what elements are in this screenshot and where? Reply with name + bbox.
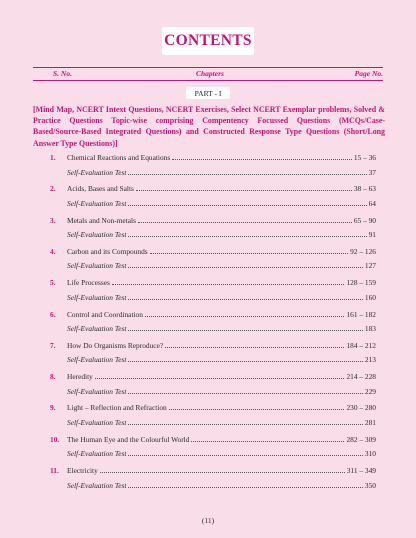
toc-self-eval-row	[50, 354, 376, 366]
chapter-pages: 92 – 126	[350, 246, 376, 256]
toc-self-eval-row	[50, 292, 376, 304]
leader-dots	[128, 229, 366, 237]
toc-chapter-row	[50, 246, 376, 258]
self-eval-page: 310	[364, 449, 376, 459]
leader-dots	[128, 292, 362, 300]
self-eval-label: Self-Evaluation Test	[67, 324, 127, 333]
leader-dots	[112, 277, 345, 285]
header-bottom-rule	[33, 80, 383, 81]
self-eval-label: Self-Evaluation Test	[67, 480, 127, 490]
chapter-number: 3.	[50, 215, 56, 225]
chapter-number: 4.	[50, 246, 56, 256]
chapter-title: Carbon and its Compounds	[67, 246, 148, 256]
chapter-title: The Human Eye and the Colourful World	[67, 434, 190, 444]
leader-dots	[128, 167, 366, 175]
chapter-title: How Do Organisms Reproduce?	[67, 340, 164, 350]
chapter-pages: 311 – 349	[346, 466, 376, 475]
self-eval-page: 350	[364, 480, 376, 490]
leader-dots	[128, 448, 362, 456]
toc-self-eval-row	[50, 323, 376, 335]
toc-self-eval-row	[50, 417, 376, 429]
self-eval-label: Self-Evaluation Test	[67, 355, 127, 365]
self-eval-page: 37	[368, 167, 376, 177]
self-eval-label: Self-Evaluation Test	[67, 198, 127, 208]
self-eval-label: Self-Evaluation Test	[67, 417, 127, 427]
chapter-title: Chemical Reactions and Equations	[67, 153, 171, 162]
toc-chapter-row	[50, 183, 376, 195]
chapter-number: 5.	[50, 278, 56, 288]
leader-dots	[165, 340, 344, 348]
toc-self-eval-row	[50, 480, 376, 492]
toc-chapter-row	[50, 340, 376, 352]
part-label: PART - I	[186, 87, 230, 99]
toc-self-eval-row	[50, 229, 376, 241]
chapter-title: Electricity	[67, 466, 98, 475]
chapter-pages: 214 – 228	[346, 372, 376, 382]
self-eval-page: 281	[364, 417, 376, 427]
chapter-pages: 282 – 309	[346, 434, 376, 444]
leader-dots	[169, 402, 345, 410]
leader-dots	[172, 152, 352, 160]
chapter-title: Acids, Bases and Salts	[67, 184, 134, 194]
self-eval-label: Self-Evaluation Test	[67, 386, 127, 396]
toc-chapter-row	[50, 215, 376, 227]
toc-self-eval-row	[50, 448, 376, 460]
leader-dots	[128, 198, 366, 206]
self-eval-label: Self-Evaluation Test	[67, 449, 127, 459]
leader-dots	[128, 260, 362, 268]
chapter-title: Heredity	[67, 372, 93, 382]
toc-chapter-row	[50, 434, 376, 446]
chapter-pages: 65 – 90	[353, 215, 376, 225]
self-eval-page: 91	[368, 230, 376, 240]
header-sno: S. No.	[53, 69, 72, 78]
part-description: [Mind Map, NCERT Intext Questions, NCERT Exercises, Select NCERT Exemplar problems, Solved & Practice Questions Topic-wise comprising Compentency Focussed Questions (MCQs/Case-Based/Source-Based Integrated Questions) and Constructed Response Type Questions (Short/Long Answer Type Questions)]	[33, 105, 385, 148]
chapter-pages: 161 – 182	[346, 309, 376, 319]
self-eval-page: 160	[364, 292, 376, 302]
chapter-pages: 184 – 212	[346, 340, 376, 350]
self-eval-page: 127	[364, 261, 376, 271]
chapter-title: Metals and Non-metals	[67, 215, 136, 225]
leader-dots	[128, 354, 362, 362]
chapter-number: 6.	[50, 309, 56, 319]
header-chapters: Chapters	[196, 69, 224, 78]
self-eval-page: 213	[364, 355, 376, 365]
chapter-pages: 230 – 280	[346, 403, 376, 413]
chapter-title: Light – Reflection and Refraction	[67, 403, 167, 413]
chapter-title: Life Processes	[67, 278, 110, 288]
leader-dots	[95, 371, 345, 379]
leader-dots	[145, 309, 344, 317]
toc-chapter-row	[50, 371, 376, 383]
chapter-number: 11.	[50, 466, 59, 475]
toc-chapter-row	[50, 402, 376, 414]
self-eval-page: 229	[364, 386, 376, 396]
self-eval-page: 183	[364, 324, 376, 333]
chapter-title: Control and Coordination	[67, 309, 143, 319]
page-number: (11)	[201, 516, 215, 525]
self-eval-label: Self-Evaluation Test	[67, 261, 127, 271]
leader-dots	[128, 386, 362, 394]
chapter-pages: 128 – 159	[346, 278, 376, 288]
chapter-number: 2.	[50, 184, 56, 194]
toc-self-eval-row	[50, 386, 376, 398]
title-box	[162, 27, 254, 55]
toc-self-eval-row	[50, 167, 376, 179]
toc-self-eval-row	[50, 198, 376, 210]
leader-dots	[128, 323, 362, 331]
leader-dots	[128, 417, 362, 425]
chapter-pages: 15 – 36	[353, 153, 376, 162]
chapter-number: 10.	[50, 434, 60, 444]
header-page: Page No.	[354, 69, 383, 78]
self-eval-label: Self-Evaluation Test	[67, 167, 127, 177]
chapter-number: 9.	[50, 403, 56, 413]
leader-dots	[136, 183, 352, 191]
self-eval-label: Self-Evaluation Test	[67, 230, 127, 240]
leader-dots	[100, 465, 345, 473]
self-eval-label: Self-Evaluation Test	[67, 292, 127, 302]
leader-dots	[138, 215, 352, 223]
leader-dots	[128, 480, 362, 488]
self-eval-page: 64	[368, 198, 376, 208]
leader-dots	[191, 434, 344, 442]
toc-chapter-row	[50, 152, 376, 164]
page-title: CONTENTS	[164, 32, 252, 49]
toc-chapter-row	[50, 465, 376, 477]
table-header	[33, 67, 383, 81]
toc-self-eval-row	[50, 260, 376, 272]
leader-dots	[150, 246, 348, 254]
chapter-number: 1.	[50, 153, 56, 162]
chapter-pages: 38 – 63	[353, 184, 376, 194]
toc-chapter-row	[50, 277, 376, 289]
chapter-number: 8.	[50, 372, 56, 382]
chapter-number: 7.	[50, 340, 56, 350]
toc-chapter-row	[50, 309, 376, 321]
